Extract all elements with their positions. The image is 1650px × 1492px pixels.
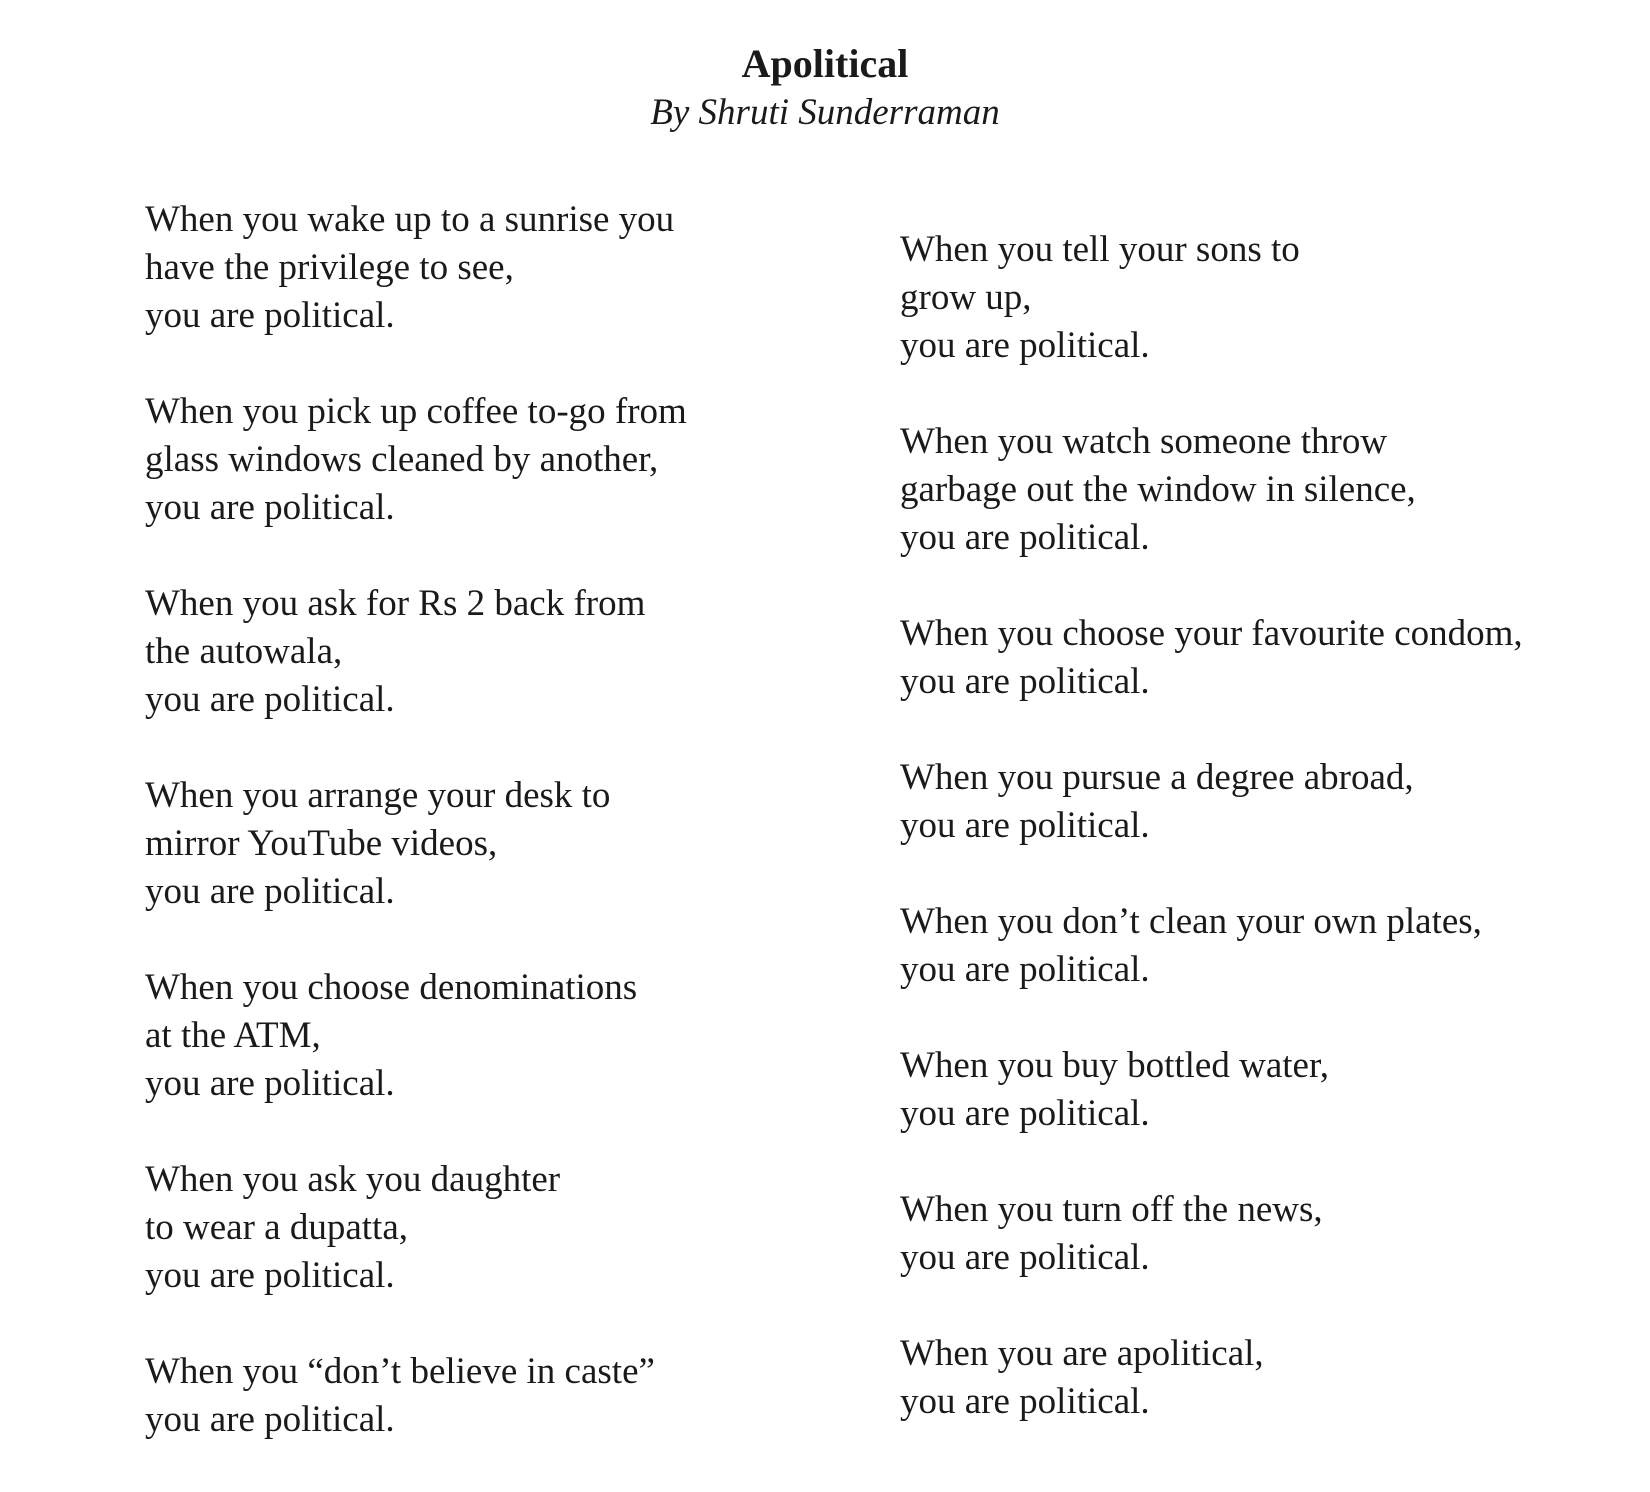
poem-line: you are political. xyxy=(145,295,395,336)
poem-line: you are political. xyxy=(900,1381,1150,1422)
poem-line: mirror YouTube videos, xyxy=(145,823,498,864)
poem-line: When you don’t clean your own plates, xyxy=(900,901,1482,942)
stanza xyxy=(145,388,905,532)
left-column xyxy=(145,196,905,1492)
poem-line: glass windows cleaned by another, xyxy=(145,439,659,480)
poem-line: you are political. xyxy=(900,1237,1150,1278)
poem-line: When you choose your favourite condom, xyxy=(900,613,1523,654)
stanza xyxy=(145,1348,905,1444)
stanza xyxy=(900,610,1650,706)
poem-line: When you watch someone throw xyxy=(900,421,1388,462)
stanza xyxy=(900,1186,1650,1282)
poem-line: you are political. xyxy=(900,1093,1150,1134)
poem-line: When you choose denominations xyxy=(145,967,638,1008)
poem-line: When you are apolitical, xyxy=(900,1333,1264,1374)
poem-line: When you arrange your desk to xyxy=(145,775,611,816)
poem-line: you are political. xyxy=(900,517,1150,558)
stanza xyxy=(145,964,905,1108)
poem-line: you are political. xyxy=(900,325,1150,366)
poem-line: grow up, xyxy=(900,277,1032,318)
poem-line: When you ask you daughter xyxy=(145,1159,561,1200)
poem-line: have the privilege to see, xyxy=(145,247,514,288)
stanza xyxy=(900,418,1650,562)
poem-title: Apolitical xyxy=(741,41,909,86)
stanza xyxy=(900,226,1650,370)
right-column xyxy=(900,226,1650,1474)
poem-author: By Shruti Sunderraman xyxy=(650,92,1000,133)
stanza xyxy=(145,1156,905,1300)
poem-line: garbage out the window in silence, xyxy=(900,469,1416,510)
poem-line: you are political. xyxy=(145,487,395,528)
poem-line: When you pursue a degree abroad, xyxy=(900,757,1414,798)
stanza xyxy=(145,580,905,724)
poem-line: you are political. xyxy=(145,871,395,912)
poem-line: When you tell your sons to xyxy=(900,229,1300,270)
stanza xyxy=(900,1042,1650,1138)
poem-line: you are political. xyxy=(145,1399,395,1440)
poem-line: you are political. xyxy=(145,679,395,720)
poem-line: at the ATM, xyxy=(145,1015,321,1056)
poem-line: the autowala, xyxy=(145,631,343,672)
poem-line: When you pick up coffee to-go from xyxy=(145,391,687,432)
poem-line: you are political. xyxy=(900,805,1150,846)
poem-line: When you turn off the news, xyxy=(900,1189,1323,1230)
stanza xyxy=(900,898,1650,994)
poem-line: When you wake up to a sunrise you xyxy=(145,199,675,240)
stanza xyxy=(900,1330,1650,1426)
poem-line: you are political. xyxy=(145,1063,395,1104)
poem-line: you are political. xyxy=(145,1255,395,1296)
poem-line: you are political. xyxy=(900,949,1150,990)
poem-line: When you “don’t believe in caste” xyxy=(145,1351,655,1392)
stanza xyxy=(145,196,905,340)
poem-line: When you buy bottled water, xyxy=(900,1045,1330,1086)
poem-line: When you ask for Rs 2 back from xyxy=(145,583,646,624)
stanza xyxy=(145,772,905,916)
poem-line: to wear a dupatta, xyxy=(145,1207,408,1248)
poem-line: you are political. xyxy=(900,661,1150,702)
stanza xyxy=(900,754,1650,850)
